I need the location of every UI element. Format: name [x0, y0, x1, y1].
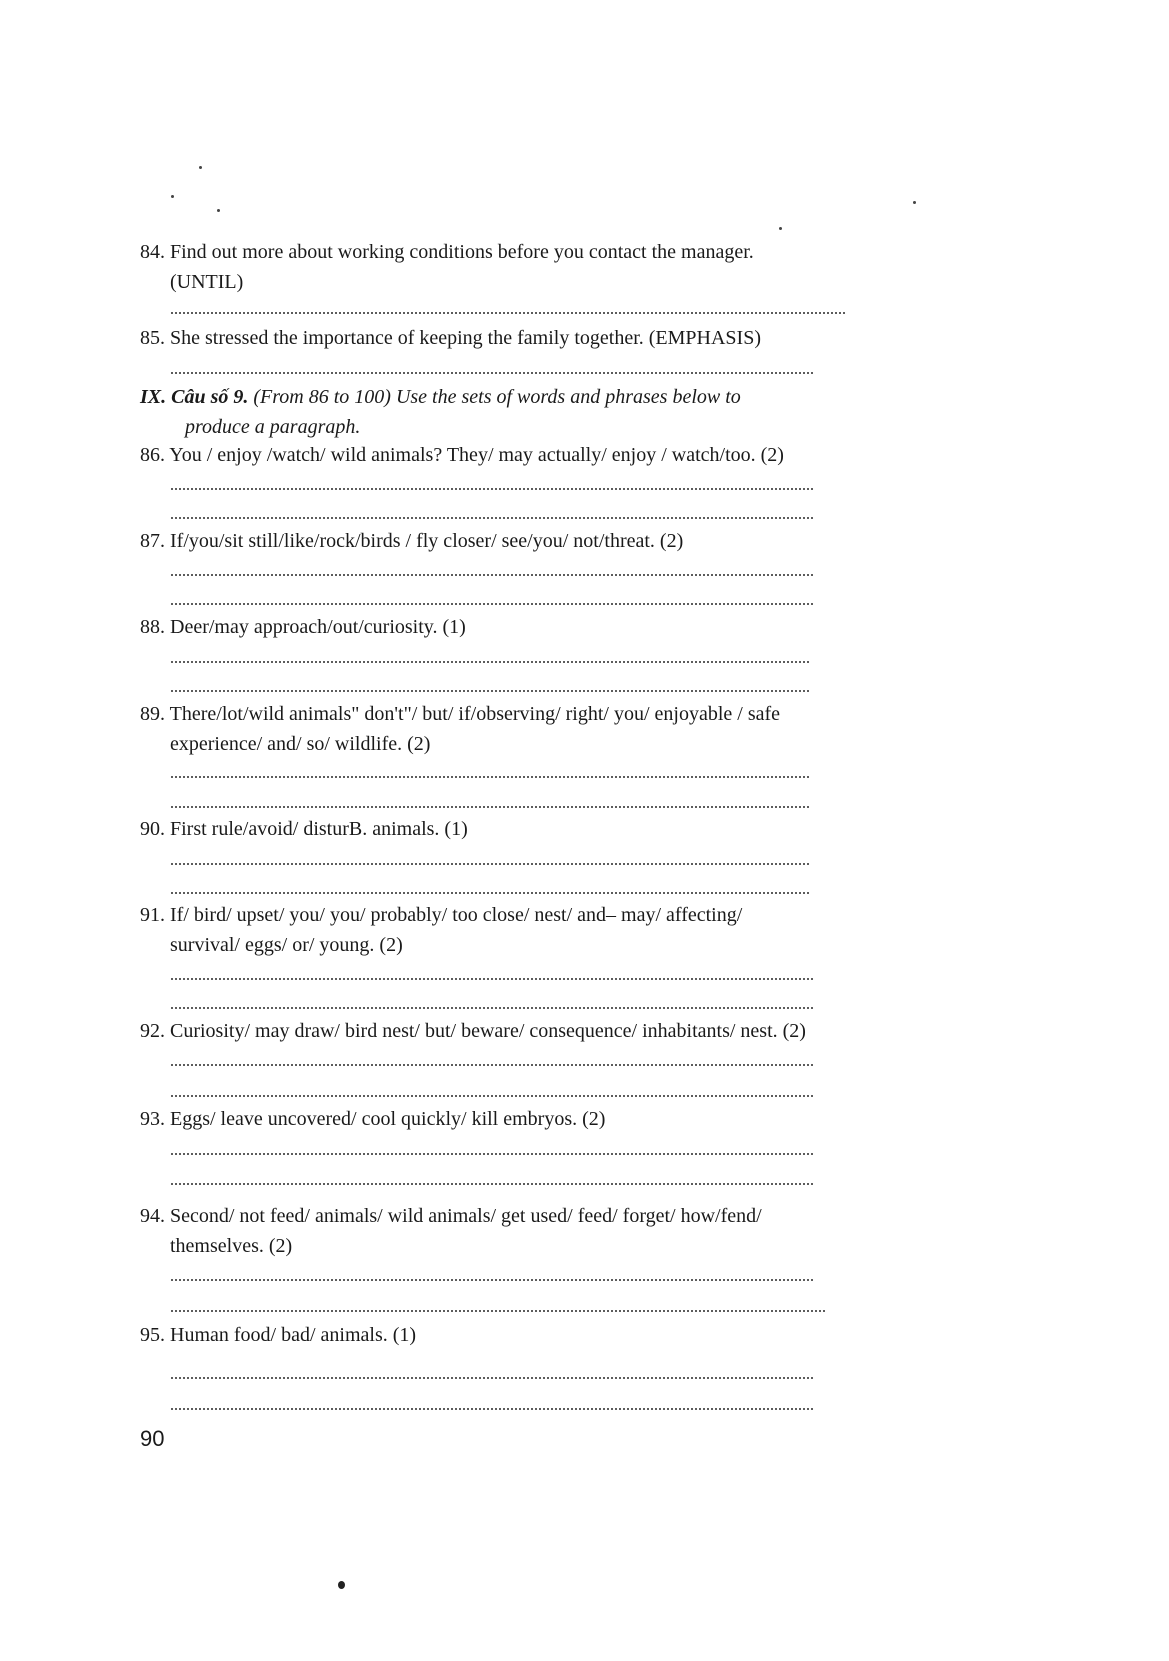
question-number: 92. — [140, 1020, 165, 1042]
answer-line — [170, 488, 815, 490]
question-text-continued: (UNTIL) — [170, 271, 244, 293]
answer-line — [170, 1007, 815, 1009]
question-84 — [140, 237, 890, 297]
question-text: You / enjoy /watch/ wild animals? They/ may actually/ enjoy / watch/too. (2) — [169, 444, 784, 466]
scan-blot — [338, 1581, 345, 1589]
question-text-continued: experience/ and/ so/ wildlife. (2) — [170, 733, 431, 755]
section-number: IX. — [140, 386, 167, 408]
section-heading — [140, 382, 890, 442]
question-text: There/lot/wild animals" don't"/ but/ if/observing/ right/ you/ enjoyable / safe — [169, 703, 781, 725]
question-number: 84. — [140, 241, 165, 263]
answer-line — [170, 776, 810, 778]
question-text: Find out more about working conditions before you contact the manager. — [170, 241, 754, 263]
section-instruction: (From 86 to 100) Use the sets of words and phrases below to — [253, 386, 741, 408]
question-text-continued: themselves. (2) — [170, 1235, 293, 1257]
question-text: If/ bird/ upset/ you/ you/ probably/ too close/ nest/ and– may/ affecting/ — [170, 904, 743, 926]
answer-line — [170, 690, 810, 692]
question-89 — [140, 699, 890, 759]
scan-speck — [913, 201, 916, 204]
question-text: Human food/ bad/ animals. (1) — [170, 1324, 417, 1346]
answer-line — [170, 863, 810, 865]
question-85 — [140, 323, 890, 353]
question-text: Curiosity/ may draw/ bird nest/ but/ beware/ consequence/ inhabitants/ nest. (2) — [170, 1020, 806, 1042]
answer-line — [170, 978, 815, 980]
question-93 — [140, 1104, 890, 1134]
answer-line — [170, 1377, 815, 1379]
question-94 — [140, 1201, 890, 1261]
question-text: She stressed the importance of keeping the family together. (EMPHASIS) — [170, 327, 761, 349]
page-number: 90 — [140, 1426, 165, 1451]
answer-line — [170, 1153, 815, 1155]
question-number: 87. — [140, 530, 165, 552]
answer-line — [170, 806, 810, 808]
answer-line — [170, 1408, 815, 1410]
question-number: 91. — [140, 904, 165, 926]
question-text-continued: survival/ eggs/ or/ young. (2) — [170, 934, 403, 956]
question-95 — [140, 1320, 890, 1350]
question-number: 86. — [140, 444, 165, 466]
question-91 — [140, 900, 890, 960]
question-number: 85. — [140, 327, 165, 349]
section-title: Câu số 9. — [171, 386, 249, 408]
scan-speck — [171, 195, 174, 198]
scan-speck — [779, 227, 782, 230]
answer-line — [170, 1183, 815, 1185]
answer-line — [170, 892, 810, 894]
answer-line — [170, 517, 815, 519]
section-instruction-continued: produce a paragraph. — [185, 416, 361, 438]
question-number: 94. — [140, 1205, 165, 1227]
question-text: Eggs/ leave uncovered/ cool quickly/ kill embryos. (2) — [170, 1108, 606, 1130]
scan-speck — [217, 209, 220, 212]
question-87 — [140, 526, 890, 556]
answer-line — [170, 1310, 825, 1312]
question-88 — [140, 612, 890, 642]
scan-speck — [199, 166, 202, 169]
question-number: 88. — [140, 616, 165, 638]
question-number: 93. — [140, 1108, 165, 1130]
question-number: 89. — [140, 703, 165, 725]
answer-line — [170, 661, 810, 663]
answer-line — [170, 1279, 815, 1281]
answer-line — [170, 574, 815, 576]
question-86 — [140, 440, 890, 470]
question-text: First rule/avoid/ disturB. animals. (1) — [170, 818, 468, 840]
question-text: If/you/sit still/like/rock/birds / fly closer/ see/you/ not/threat. (2) — [170, 530, 684, 552]
answer-line — [170, 372, 815, 374]
question-text: Deer/may approach/out/curiosity. (1) — [170, 616, 466, 638]
answer-line — [170, 603, 815, 605]
question-90 — [140, 814, 890, 844]
question-92 — [140, 1016, 890, 1046]
question-number: 95. — [140, 1324, 165, 1346]
question-number: 90. — [140, 818, 165, 840]
answer-line — [170, 1095, 815, 1097]
question-text: Second/ not feed/ animals/ wild animals/ get used/ feed/ forget/ how/fend/ — [170, 1205, 762, 1227]
answer-line — [170, 1064, 815, 1066]
answer-line — [170, 312, 845, 314]
